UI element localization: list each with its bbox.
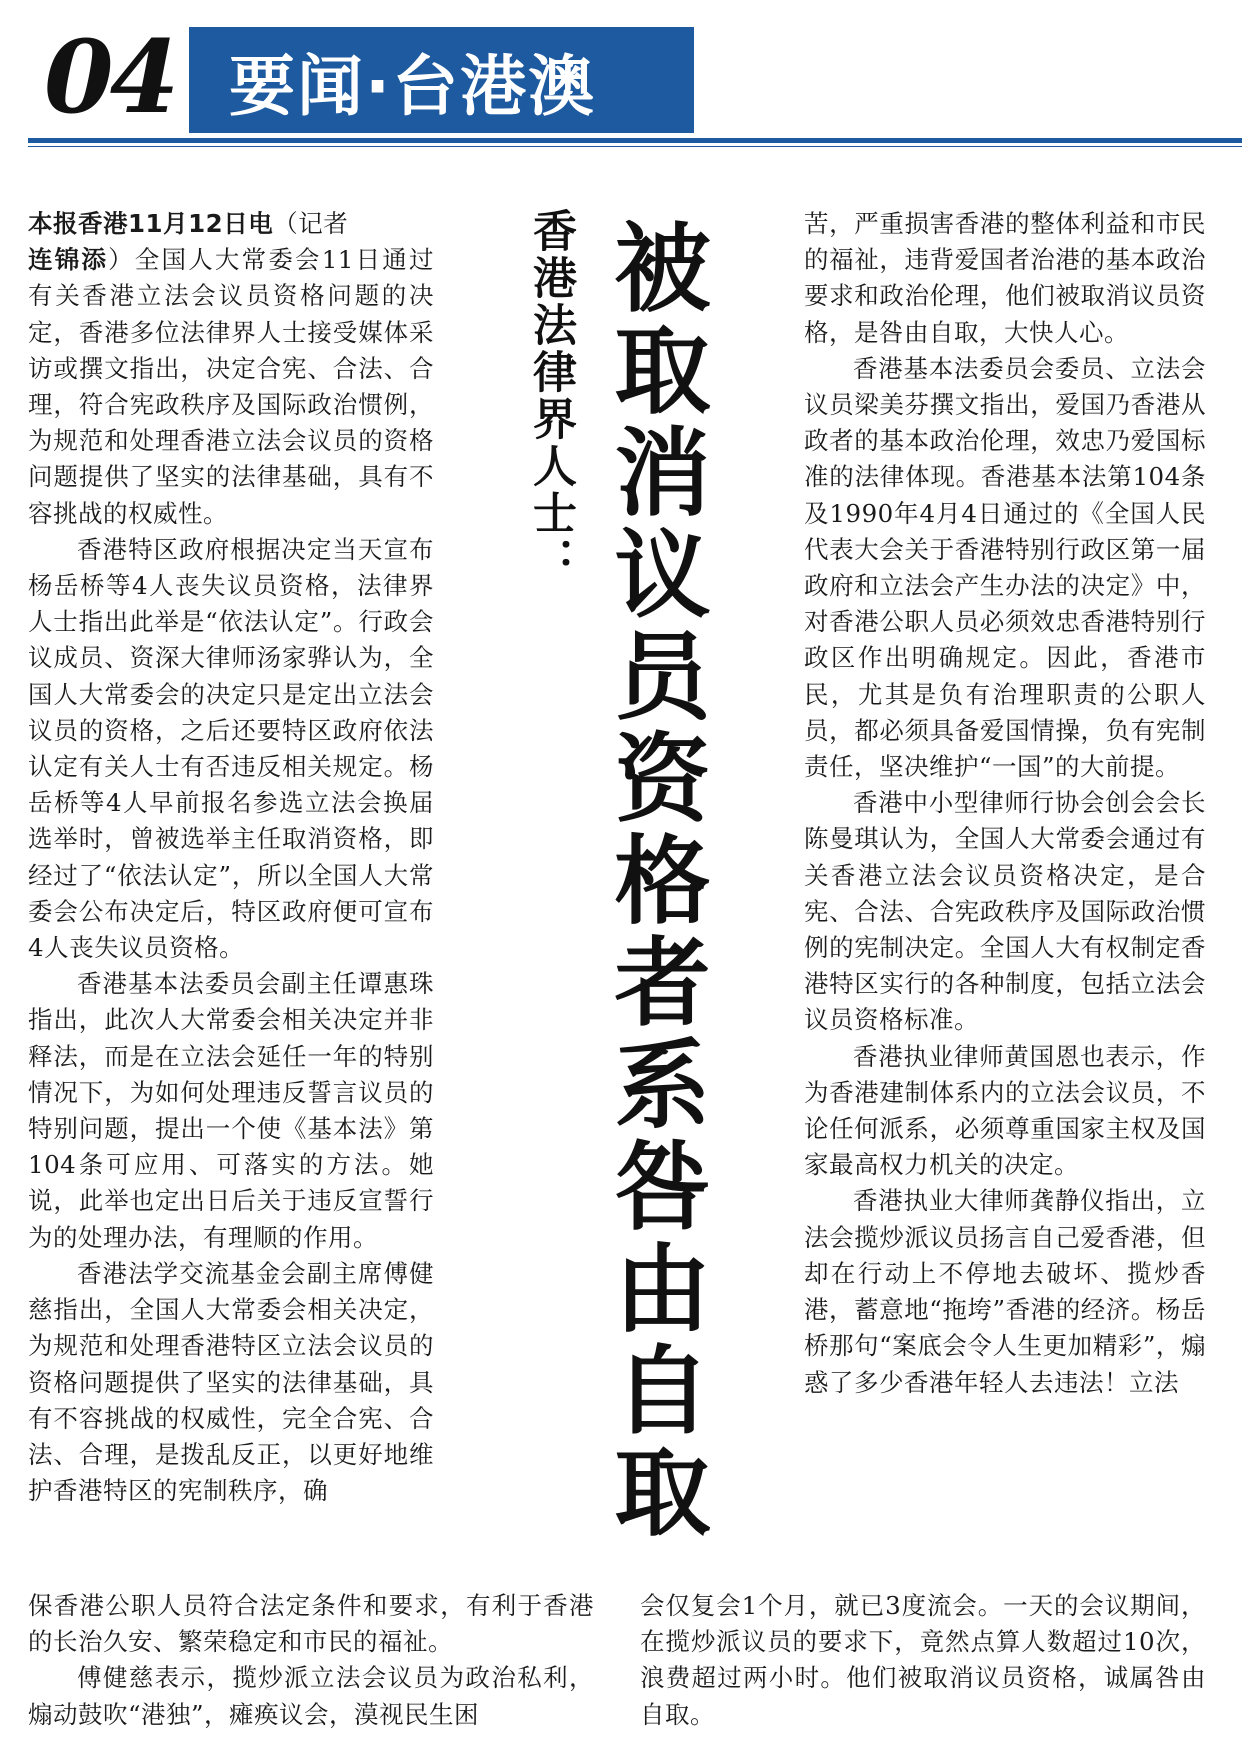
paragraph: 香港基本法委员会委员、立法会议员梁美芬撰文指出，爱国乃香港从政者的基本政治伦理，效忠乃爱国标准的法律体现。香港基本法第104条及1990年4月4日通过的《全国人民代表大会关于香港特别行政区第一届政府和立法会产生办法的决定》中，对香港公职人员必须效忠香港特别行政区作出明确规定。因此，香港市民，尤其是负有治理职责的公职人员，都必须具备爱国情操，负有宪制责任，坚决维护“一国”的大前提。 [804, 353, 1206, 782]
header-rule-thin [28, 146, 1242, 147]
paragraph-continued: 保香港公职人员符合法定条件和要求，有利于香港的长治久安、繁荣稳定和市民的福祉。 [28, 1591, 594, 1657]
header-rule [28, 138, 1242, 143]
paragraph: 香港基本法委员会副主任谭惠珠指出，此次人大常委会相关决定并非释法，而是在立法会延任一年的特别情况下，为如何处理违反誓言议员的特别问题，提出一个使《基本法》第104条可应用、可落实的方法。她说，此举也定出日后关于违反宣誓行为的处理办法，有理顺的作用。 [28, 969, 434, 1252]
headline: 被取消议员资格者系咎由自取 [599, 218, 712, 1544]
paragraph: 傅健慈表示，揽炒派立法会议员为政治私利，煽动鼓吹“港独”，瘫痪议会，漠视民生困 [28, 1663, 594, 1729]
right-column [804, 206, 1206, 1401]
left-column [28, 206, 434, 1509]
bottom-left-column [28, 1588, 594, 1733]
article-lead-paragraph [28, 206, 434, 532]
paragraph: 香港特区政府根据决定当天宣布杨岳桥等4人丧失议员资格，法律界人士指出此举是“依法认定”。行政会议成员、资深大律师汤家骅认为，全国人大常委会的决定只是定出立法会议员的资格，之后还要特区政府依法认定有关人士有否违反相关规定。杨岳桥等4人早前报名参选立法会换届选举时，曾被选举主任取消资格，即经过了“依法认定”，所以全国人大常委会公布决定后，特区政府便可宣布4人丧失议员资格。 [28, 534, 434, 963]
bottom-right-column [640, 1588, 1206, 1733]
page-number: 04 [44, 18, 176, 136]
paragraph: 香港执业律师黄国恩也表示，作为香港建制体系内的立法会议员，不论任何派系，必须尊重国家主权及国家最高权力机关的决定。 [804, 1041, 1206, 1180]
reporter-name: 连锦添 [28, 245, 109, 275]
paragraph: 香港法学交流基金会副主席傅健慈指出，全国人大常委会相关决定，为规范和处理香港特区立法会议员的资格问题提供了坚实的法律基础，具有不容挑战的权威性，完全合宪、合法、合理，是拨乱反正，以更好地维护香港特区的宪制秩序，确 [28, 1258, 434, 1506]
section-banner [189, 27, 694, 133]
paragraph: 香港执业大律师龚静仪指出，立法会揽炒派议员扬言自己爱香港，但却在行动上不停地去破坏、揽炒香港，蓄意地“拖垮”香港的经济。杨岳桥那句“案底会令人生更加精彩”，煽惑了多少香港年轻人去违法！立法 [804, 1186, 1206, 1397]
lead-text: ）全国人大常委会11日通过有关香港立法会议员资格问题的决定，香港多位法律界人士接受媒体采访或撰文指出，决定合宪、合法、合理，符合宪政秩序及国际政治惯例，为规范和处理香港立法会议员的资格问题提供了坚实的法律基础，具有不容挑战的权威性。 [28, 245, 434, 528]
subheadline: 香港法律界人士： [525, 208, 576, 584]
paragraph-continued: 会仅复会1个月，就已3度流会。一天的会议期间，在揽炒派议员的要求下，竟然点算人数超过10次，浪费超过两小时。他们被取消议员资格，诚属咎由自取。 [640, 1591, 1206, 1729]
section-title: 要闻·台港澳 [229, 47, 597, 125]
reporter-intro: （记者 [273, 209, 349, 238]
paragraph-continued: 苦，严重损害香港的整体利益和市民的福祉，违背爱国者治港的基本政治要求和政治伦理，他们被取消议员资格，是咎由自取，大快人心。 [804, 209, 1206, 347]
dateline: 本报香港11月12日电 [28, 209, 274, 238]
paragraph: 香港中小型律师行协会创会会长陈曼琪认为，全国人大常委会通过有关香港立法会议员资格决定，是合宪、合法、合宪政秩序及国际政治惯例的宪制决定。全国人大有权制定香港特区实行的各种制度，包括立法会议员资格标准。 [804, 788, 1206, 1035]
